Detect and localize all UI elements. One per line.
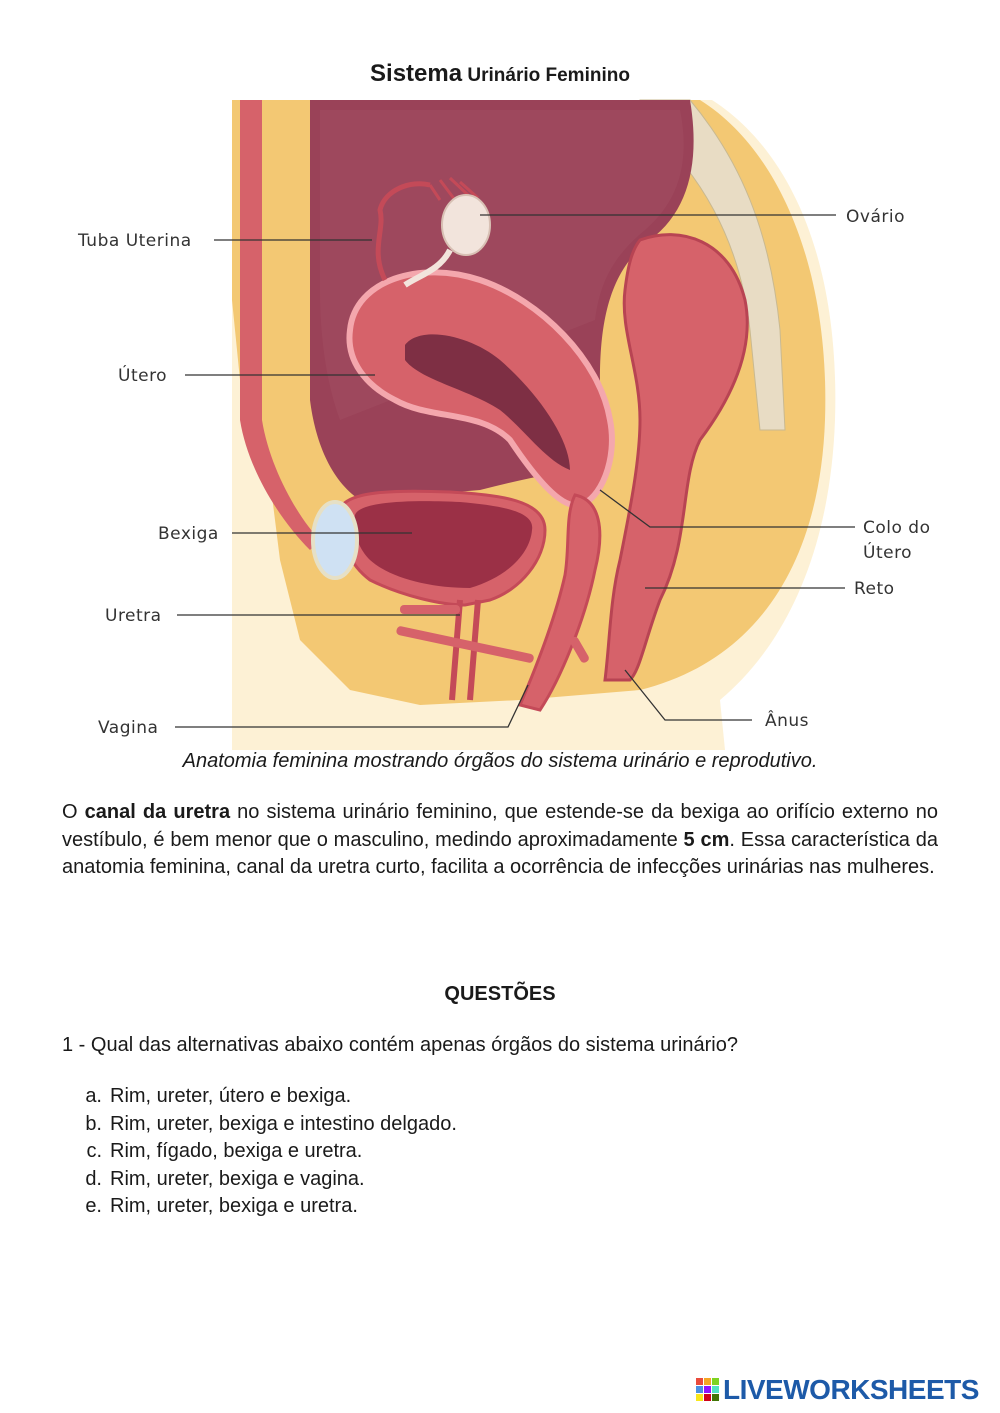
pubic-bone: [313, 502, 357, 578]
logo-cell: [712, 1386, 719, 1393]
liveworksheets-logo-icon: [696, 1378, 720, 1402]
option-text: Rim, ureter, bexiga e intestino delgado.: [110, 1112, 457, 1135]
label-reto: Reto: [854, 579, 895, 599]
option-text: Rim, ureter, bexiga e vagina.: [110, 1167, 365, 1190]
para-bold-5cm: 5 cm: [683, 828, 730, 851]
logo-cell: [712, 1394, 719, 1401]
option-text: Rim, fígado, bexiga e uretra.: [110, 1140, 363, 1162]
logo-cell: [704, 1394, 711, 1401]
option-letter: b.: [85, 1112, 102, 1135]
para-text-1: O: [62, 801, 85, 823]
questions-heading: QUESTÕES: [444, 983, 556, 1005]
label-vagina: Vagina: [98, 718, 159, 738]
para-text-2: no sistema urinário feminino, que estende-se da bexiga ao orifício externo no vestíbulo, é bem menor que o masculino, medindo aproximadamente: [62, 801, 938, 851]
logo-cell: [712, 1378, 719, 1385]
option-e[interactable]: [62, 1193, 457, 1221]
label-utero: Útero: [118, 366, 168, 386]
logo-cell: [696, 1378, 703, 1385]
option-text: Rim, ureter, bexiga e uretra.: [110, 1195, 358, 1217]
para-text-3: . Essa característica da anatomia feminina, canal da uretra curto, facilita a ocorrência de infecções urinárias nas mulheres.: [62, 828, 938, 878]
option-b[interactable]: [62, 1111, 457, 1139]
option-text: Rim, ureter, útero e bexiga.: [110, 1085, 352, 1107]
label-colo-do-utero-1: Colo do: [863, 518, 931, 538]
question-1-options: [62, 1083, 457, 1221]
logo-cell: [696, 1394, 703, 1401]
label-bexiga: Bexiga: [158, 524, 219, 544]
liveworksheets-footer[interactable]: [696, 1374, 979, 1406]
perineal-stripe: [400, 605, 460, 614]
label-uretra: Uretra: [105, 606, 162, 626]
logo-cell: [696, 1386, 703, 1393]
option-letter: c.: [86, 1140, 102, 1162]
label-tuba-uterina: Tuba Uterina: [78, 231, 192, 251]
liveworksheets-brand: LIVEWORKSHEETS: [723, 1374, 979, 1405]
title-rest: Urinário Feminino: [467, 65, 630, 86]
option-letter: d.: [85, 1167, 102, 1190]
figure-caption: Anatomia feminina mostrando órgãos do sistema urinário e reprodutivo.: [182, 750, 818, 772]
option-a[interactable]: [62, 1083, 457, 1111]
label-anus: Ânus: [765, 711, 810, 731]
logo-cell: [704, 1386, 711, 1393]
option-d[interactable]: [62, 1166, 457, 1194]
option-c[interactable]: [62, 1138, 457, 1166]
question-1-text: 1 - Qual das alternativas abaixo contém apenas órgãos do sistema urinário?: [62, 1034, 738, 1056]
option-letter: e.: [85, 1195, 102, 1217]
body-paragraph: [62, 799, 938, 882]
label-colo-do-utero-2: Útero: [863, 543, 913, 563]
label-ovario: Ovário: [846, 207, 905, 227]
option-letter: a.: [85, 1085, 102, 1107]
para-bold-canal: canal da uretra: [84, 801, 231, 823]
ovary: [442, 195, 490, 255]
title-main: Sistema: [370, 60, 463, 87]
logo-cell: [704, 1378, 711, 1385]
